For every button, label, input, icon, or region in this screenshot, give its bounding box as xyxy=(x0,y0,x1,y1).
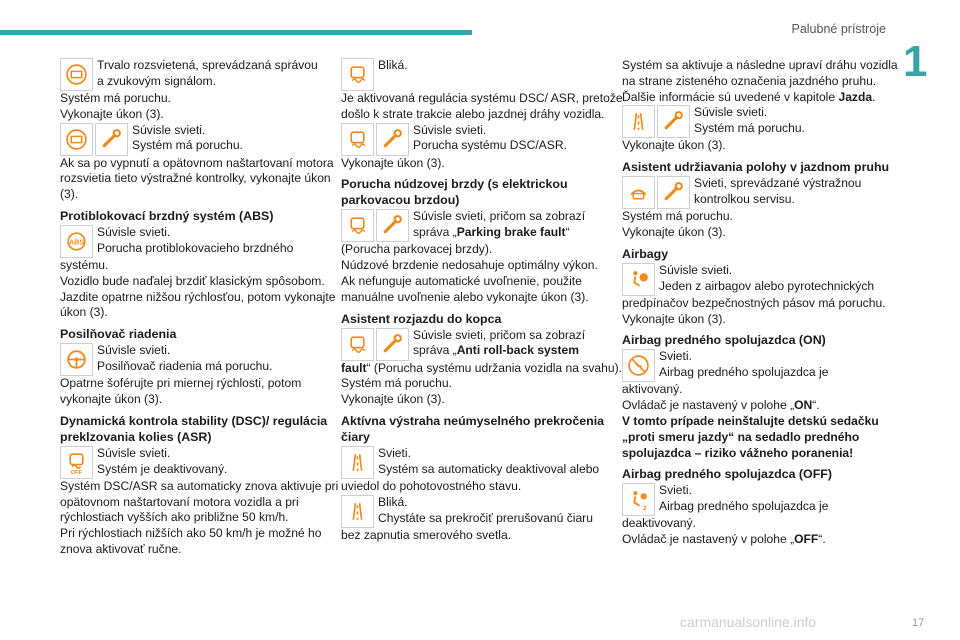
steering-wheel-icon xyxy=(60,343,93,376)
wrench-icon xyxy=(657,105,690,138)
airbag-off-icon xyxy=(622,483,655,516)
lane-keeping-icon xyxy=(622,176,655,209)
lane-departure-icon xyxy=(341,495,374,528)
wrench-icon xyxy=(376,123,409,156)
lane-departure-icon xyxy=(341,446,374,479)
header-accent-bar xyxy=(0,30,472,35)
lane-keeping-heading: Asistent udržiavania polohy v jazdnom pruhu xyxy=(622,160,890,175)
steering-heading: Posilňovač riadenia xyxy=(60,327,177,342)
child-seat-warning: V tomto prípade neinštalujte detskú sedačku „proti smeru jazdy“ na sedadlo predného spolujazdca – riziko vážneho poranenia! xyxy=(622,413,879,460)
wrench-icon xyxy=(376,328,409,361)
svg-text:2: 2 xyxy=(643,505,647,513)
parking-brake-heading: Porucha núdzovej brzdy (s elektrickou parkovacou brzdou) xyxy=(341,177,568,208)
airbag-icon xyxy=(622,263,655,296)
svg-text:OFF: OFF xyxy=(70,469,83,475)
wrench-icon xyxy=(657,176,690,209)
service-warning-icon xyxy=(60,58,93,91)
passenger-airbag-off-heading: Airbag predného spolujazdca (OFF) xyxy=(622,467,832,482)
column-1: Trvalo rozsvietená, sprevádzaná správou a zvukovým signálom. Systém má poruchu. Vykonajte úkon (3). Súvisle svieti. Systém má poruchu. Ak sa po vypnutí a opätovnom naštartovaní motora rozsvietia tieto výstražné kontrolky, vykonajte úkon (3). Protiblokovací brzdný systém (ABS) ABS Súvisle svieti. Porucha protiblokovacieho brzdného systému. Vozidlo bude naďalej brzdiť klasickým spôsobom. Jazdite opatrne nižšou rýchlosťou, potom vykonajte úkon (3). Posilňovač riadenia Súvisle svieti. Posilňovač riadenia má poruchu. Opatrne šoférujte pri miernej rýchlosti, potom vykonajte úkon (3). Dynamická kontrola stability (DSC)/ regulácia preklzovania kolies (ASR) OFF Súvisle svieti. Systém je deaktivovaný. Systém DSC/ASR sa automaticky znova aktivuje pri opätovnom naštartovaní motora vozidla a pri rýchlostiach vyšších ako približne 50 km/h. Pri rýchlostiach nižších ako 50 km/h je možné ho znova aktivovať ručne. xyxy=(60,58,342,558)
lane-departure-icon xyxy=(622,105,655,138)
watermark: carmanualsonline.info xyxy=(680,614,817,630)
warning-entry: Trvalo rozsvietená, sprevádzaná správou a zvukovým signálom. xyxy=(60,58,342,91)
abs-heading: Protiblokovací brzdný systém (ABS) xyxy=(60,208,274,223)
chapter-number: 1 xyxy=(903,37,928,86)
wrench-icon xyxy=(95,123,128,156)
page-number: 17 xyxy=(912,617,925,629)
wrench-icon xyxy=(376,209,409,242)
dsc-icon xyxy=(341,123,374,156)
hill-start-heading: Asistent rozjazdu do kopca xyxy=(341,311,502,326)
dsc-heading: Dynamická kontrola stability (DSC)/ regulácia preklzovania kolies (ASR) xyxy=(60,413,328,444)
service-warning-icon xyxy=(60,123,93,156)
abs-icon xyxy=(60,225,93,258)
passenger-airbag-on-heading: Airbag predného spolujazdca (ON) xyxy=(622,333,826,348)
dsc-icon xyxy=(341,328,374,361)
dsc-icon xyxy=(341,209,374,242)
child-seat-crossed-icon xyxy=(622,349,655,382)
svg-text:ABS: ABS xyxy=(68,237,85,247)
lane-warning-heading: Aktívna výstraha neúmyselného prekročenia čiary xyxy=(341,413,605,444)
dsc-off-icon xyxy=(60,446,93,479)
section-title: Palubné prístroje xyxy=(791,22,886,36)
dsc-icon xyxy=(341,58,374,91)
column-3: Systém sa aktivuje a následne upraví dráhu vozidla na strane zisteného označenia jazdného pruhu. Ďalšie informácie sú uvedené v kapitole Jazda. Súvisle svieti. Systém má poruchu. Vykonajte úkon (3). Asistent udržiavania polohy v jazdnom pruhu Svieti, sprevádzané výstražnou kontrolkou servisu. Systém má poruchu. Vykonajte úkon (3). Airbagy Súvisle svieti. Jeden z airbagov alebo pyrotechnických predpínačov bezpečnostných pásov má poruchu. Vykonajte úkon (3). Airbag predného spolujazdca (ON) Svieti. Airbag predného spolujazdca je aktivovaný. Ovládač je nastavený v polohe „ON“. V tomto prípade neinštalujte detskú sedačku „proti smeru jazdy“ na sedadlo predného spolujazdca – riziko vážneho poranenia! Airbag predného spolujazdca (OFF) 2 Svieti. Airbag predného spolujazdca je deaktivovaný. Ovládač je nastavený v polohe „OFF“. xyxy=(622,58,904,548)
column-2: Bliká. Je aktivovaná regulácia systému DSC/ ASR, pretože došlo k strate trakcie alebo jazdnej dráhy vozidla. Súvisle svieti. Porucha systému DSC/ASR. Vykonajte úkon (3). Porucha núdzovej brzdy (s elektrickou parkovacou brzdou) Súvisle svieti, pričom sa zobrazí správa „Parking brake fault“ (Porucha parkovacej brzdy). Núdzové brzdenie nedosahuje optimálny výkon. Ak nefunguje automatické uvoľnenie, použite manuálne uvoľnenie alebo vykonajte úkon (3). Asistent rozjazdu do kopca Súvisle svieti, pričom sa zobrazí správa „Anti roll-back system fault“ (Porucha systému udržania vozidla na svahu). Systém má poruchu. Vykonajte úkon (3). Aktívna výstraha neúmyselného prekročenia čiary Svieti. Systém sa automaticky deaktivoval alebo uviedol do pohotovostného stavu. Bliká. Chystáte sa prekročiť prerušovanú čiaru bez zapnutia smerového svetla. xyxy=(341,58,623,542)
airbags-heading: Airbagy xyxy=(622,246,669,261)
